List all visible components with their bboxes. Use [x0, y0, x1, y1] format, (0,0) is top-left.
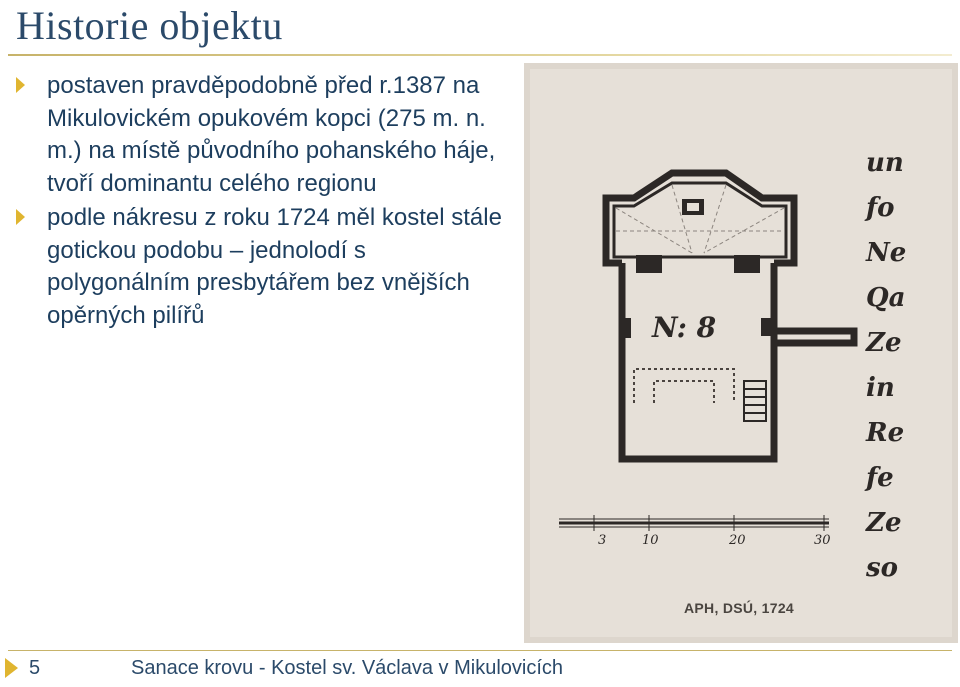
bullet-item: [14, 70, 514, 200]
handwriting-line: so: [866, 553, 898, 583]
bullet-text: postaven pravděpodobně před r.1387 na Mikulovickém opukovém kopci (275 m. n. m.) na místě původního pohanského háje, tvoří dominantu celého regionu: [47, 72, 496, 197]
handwriting-line: fo: [866, 193, 895, 223]
scale-label: 10: [642, 533, 659, 548]
handwriting-line: un: [866, 148, 904, 178]
title-divider: [8, 54, 952, 56]
bullet-text: podle nákresu z roku 1724 měl kostel stále gotickou podobu – jednolodí s polygonálním presbytářem bez vnějších opěrných pilířů: [47, 204, 502, 329]
scale-label: 20: [729, 533, 746, 548]
scale-label: 3: [598, 533, 607, 548]
handwriting-line: Ze: [866, 328, 902, 358]
handwriting-line: Ne: [866, 238, 907, 268]
footer-divider: [8, 650, 952, 651]
scale-label: 30: [814, 533, 831, 548]
handwriting-line: Re: [866, 418, 905, 448]
handwriting-line: in: [866, 373, 895, 403]
handwriting-line: Qa: [866, 283, 906, 313]
bullet-arrow-icon: [16, 209, 25, 225]
handwriting-line: Ze: [866, 508, 902, 538]
slide-number: 5: [29, 657, 41, 679]
handwriting-line: fe: [866, 463, 894, 493]
bullet-list: [14, 70, 514, 334]
bullet-arrow-icon: [16, 77, 25, 93]
handwriting-column: [866, 141, 954, 591]
slide-title: Historie objektu: [16, 3, 283, 48]
floor-plan-photo: [524, 63, 958, 643]
bullet-item: [14, 202, 514, 332]
footer-arrow-icon: [5, 658, 18, 678]
image-credit: APH, DSÚ, 1724: [684, 600, 795, 616]
plan-number-label: N: 8: [652, 311, 717, 344]
footer-text: Sanace krovu - Kostel sv. Václava v Mikulovicích: [131, 657, 564, 679]
